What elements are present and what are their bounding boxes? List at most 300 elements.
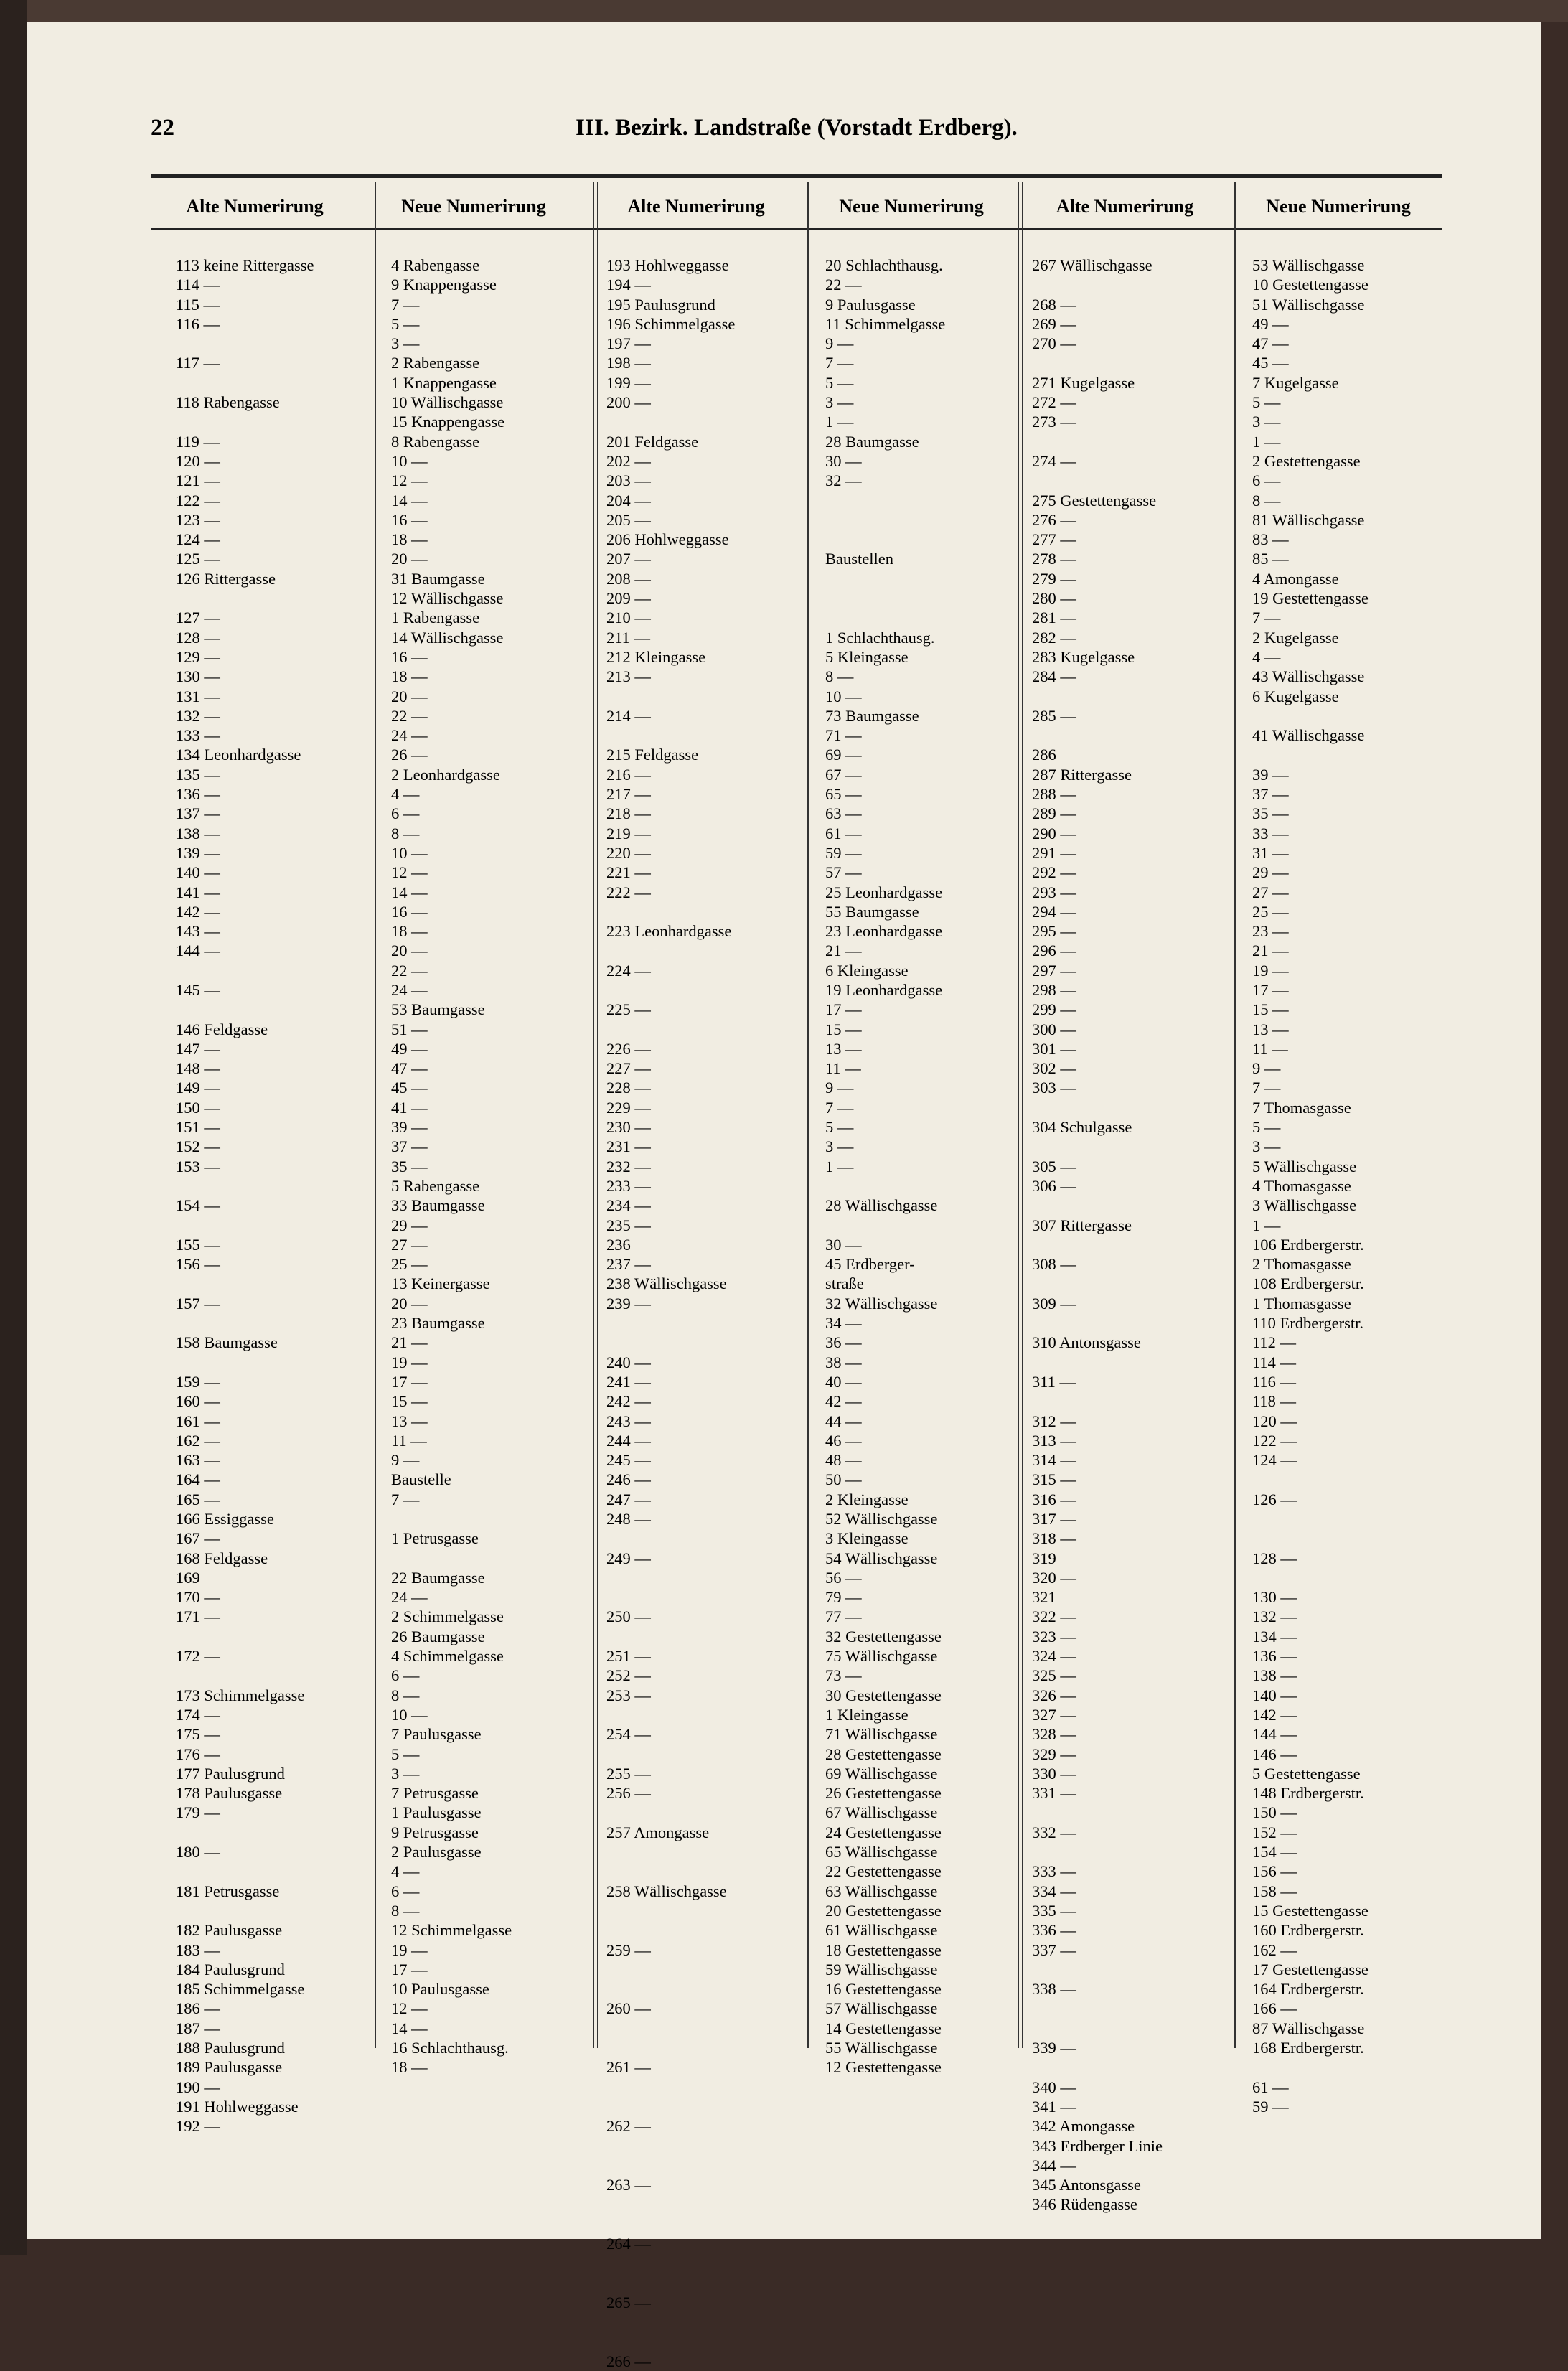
table-cell: 199 — <box>606 373 651 392</box>
table-cell: 3 Kleingasse <box>825 1529 909 1548</box>
table-cell <box>606 2312 735 2332</box>
table-cell: 42 — <box>825 1392 862 1411</box>
table-cell: 16 — <box>391 902 428 921</box>
table-cell: 194 — <box>606 276 651 294</box>
column-divider-double <box>1022 182 1023 2048</box>
table-cell <box>1252 1509 1369 1529</box>
table-cell: 237 — <box>606 1255 651 1274</box>
table-cell: 261 — <box>606 2058 651 2077</box>
table-cell: 45 — <box>1252 354 1289 372</box>
table-cell: 23 — <box>1252 922 1289 941</box>
table-cell: 122 — <box>1252 1431 1297 1450</box>
table-cell: 222 — <box>606 883 651 901</box>
table-cell: 1 — <box>825 413 854 431</box>
table-cell: 4 — <box>1252 647 1281 666</box>
table-cell <box>176 1000 314 1019</box>
table-cell <box>1032 275 1163 294</box>
table-cell: 302 — <box>1032 1059 1076 1078</box>
table-cell: 200 — <box>606 393 651 412</box>
table-cell: 1 Knappengasse <box>391 373 497 392</box>
table-cell: 337 — <box>1032 1940 1076 1959</box>
table-cell: 2 Paulusgasse <box>391 1843 482 1861</box>
table-cell: 11 — <box>825 1059 861 1078</box>
table-cell: 201 Feldgasse <box>606 432 699 451</box>
table-cell: 31 — <box>1252 843 1289 862</box>
table-cell: 43 Wällischgasse <box>1252 667 1365 686</box>
table-cell: 187 — <box>176 2019 220 2037</box>
table-cell: 7 — <box>391 295 420 314</box>
table-cell: 165 — <box>176 1490 220 1508</box>
table-cell: 183 — <box>176 1940 220 1959</box>
table-cell: 9 — <box>825 334 854 353</box>
table-cell <box>176 1861 314 1881</box>
table-cell <box>606 1529 735 1548</box>
table-cell: 6 — <box>391 804 420 823</box>
table-cell: 203 — <box>606 471 651 490</box>
table-cell <box>825 1176 945 1196</box>
table-cell: 303 — <box>1032 1079 1076 1097</box>
column-divider-double <box>597 182 598 2048</box>
table-cell: 122 — <box>176 491 220 510</box>
table-cell <box>606 2077 735 2097</box>
table-cell: 192 — <box>176 2117 220 2136</box>
table-cell <box>606 1745 735 1764</box>
table-cell: 21 — <box>825 942 862 960</box>
table-cell: 16 — <box>391 647 428 666</box>
table-cell: 249 — <box>606 1549 651 1567</box>
table-cell: 44 — <box>825 1412 862 1430</box>
table-cell <box>391 1509 512 1529</box>
page-number: 22 <box>151 115 174 141</box>
table-cell: Baustellen <box>825 550 893 568</box>
table-cell: 251 — <box>606 1647 651 1666</box>
table-cell: 225 — <box>606 1000 651 1019</box>
table-cell <box>606 2253 735 2273</box>
table-cell: 141 — <box>176 883 220 901</box>
table-cell: 322 — <box>1032 1607 1076 1626</box>
table-cell: 26 Gestettengasse <box>825 1784 942 1803</box>
table-cell: 254 — <box>606 1725 651 1744</box>
table-cell: 160 Erdbergerstr. <box>1252 1921 1364 1940</box>
table-cell: 317 — <box>1032 1510 1076 1528</box>
table-cell <box>606 941 735 960</box>
table-cell: 6 — <box>391 1882 420 1900</box>
table-cell <box>606 902 735 921</box>
table-cell: 8 — <box>391 1901 420 1920</box>
table-cell: 346 Rüdengasse <box>1032 2195 1137 2214</box>
table-cell: 129 — <box>176 647 220 666</box>
table-cell: 13 — <box>391 1412 428 1430</box>
table-cell: 7 Paulusgasse <box>391 1725 482 1744</box>
table-cell <box>1032 471 1163 490</box>
table-cell <box>1032 1999 1163 2018</box>
table-cell: 49 — <box>1252 314 1289 333</box>
table-cell: 8 — <box>391 824 420 842</box>
table-cell: 289 — <box>1032 804 1076 823</box>
table-cell: 7 — <box>825 1098 854 1117</box>
table-cell: 253 — <box>606 1686 651 1704</box>
table-cell: 188 Paulusgrund <box>176 2039 285 2057</box>
table-cell: 1 Schlachthausg. <box>825 628 935 647</box>
table-cell: 257 Amongasse <box>606 1823 710 1841</box>
table-cell: 291 — <box>1032 843 1076 862</box>
table-cell <box>606 2038 735 2057</box>
table-cell: 243 — <box>606 1412 651 1430</box>
table-cell: 5 — <box>391 314 420 333</box>
table-cell <box>825 491 945 510</box>
table-cell: 242 — <box>606 1392 651 1411</box>
table-cell: 1 — <box>1252 1216 1281 1234</box>
table-cell: 152 — <box>176 1137 220 1156</box>
table-cell: 2 Leonhardgasse <box>391 765 500 784</box>
table-cell: 56 — <box>825 1568 862 1587</box>
table-cell <box>176 1666 314 1685</box>
table-cell: 40 — <box>825 1372 862 1391</box>
table-cell <box>1032 1196 1163 1215</box>
table-cell: 228 — <box>606 1079 651 1097</box>
table-cell: 263 — <box>606 2176 651 2194</box>
table-cell: 37 — <box>391 1137 428 1156</box>
table-cell: 16 Gestettengasse <box>825 1980 942 1999</box>
table-cell: 297 — <box>1032 961 1076 980</box>
table-cell: 12 Gestettengasse <box>825 2058 942 2077</box>
table-cell: 106 Erdbergerstr. <box>1252 1235 1364 1254</box>
table-cell: 142 — <box>1252 1705 1297 1724</box>
table-cell: 220 — <box>606 843 651 862</box>
table-cell: 15 Knappengasse <box>391 413 505 431</box>
table-cell: 3 — <box>1252 413 1281 431</box>
table-cell <box>825 510 945 530</box>
table-cell: 146 Feldgasse <box>176 1020 268 1038</box>
table-cell: 18 — <box>391 530 428 549</box>
table-cell: 9 — <box>825 1079 854 1097</box>
table-cell: 35 — <box>391 1157 428 1175</box>
table-cell: 172 — <box>176 1647 220 1666</box>
table-cell: 6 Kugelgasse <box>1252 687 1339 705</box>
table-cell: 292 — <box>1032 863 1076 882</box>
table-cell: 333 — <box>1032 1862 1076 1881</box>
table-cell: 79 — <box>825 1588 862 1607</box>
table-cell: 138 — <box>176 824 220 842</box>
table-cell: 53 Baumgasse <box>391 1000 485 1019</box>
table-cell: 128 — <box>176 628 220 647</box>
table-cell <box>606 2194 735 2214</box>
table-cell: 309 — <box>1032 1294 1076 1313</box>
table-cell <box>176 588 314 608</box>
table-cell: 12 — <box>391 1999 428 2018</box>
table-cell: 181 Petrusgasse <box>176 1882 280 1900</box>
table-cell <box>1032 726 1163 745</box>
table-cell: 149 — <box>176 1079 220 1097</box>
table-cell: 156 — <box>176 1255 220 1274</box>
table-cell: 140 — <box>176 863 220 882</box>
table-cell: 126 — <box>1252 1490 1297 1508</box>
table-cell: 6 — <box>1252 471 1281 490</box>
table-cell: 55 Wällischgasse <box>825 2039 938 2057</box>
table-cell: 126 Rittergasse <box>176 569 276 588</box>
table-cell: 12 Schimmelgasse <box>391 1921 512 1940</box>
table-cell: 329 — <box>1032 1745 1076 1763</box>
table-cell <box>1032 1391 1163 1411</box>
table-cell: 37 — <box>1252 785 1289 804</box>
table-cell: straße <box>825 1274 864 1293</box>
table-cell: 14 — <box>391 2019 428 2037</box>
table-cell: 328 — <box>1032 1725 1076 1744</box>
table-cell: 160 — <box>176 1392 220 1411</box>
table-cell: 272 — <box>1032 393 1076 412</box>
table-cell <box>606 2097 735 2116</box>
table-cell: 5 — <box>825 1118 854 1137</box>
table-cell: 133 — <box>176 726 220 745</box>
table-cell <box>1252 745 1369 764</box>
table-cell <box>606 726 735 745</box>
table-cell: 51 — <box>391 1020 428 1038</box>
table-cell: 264 — <box>606 2234 651 2253</box>
table-cell: 17 — <box>825 1000 862 1019</box>
table-cell: 232 — <box>606 1157 651 1175</box>
table-cell: 132 — <box>1252 1607 1297 1626</box>
table-cell <box>825 588 945 608</box>
table-cell: 283 Kugelgasse <box>1032 647 1135 666</box>
table-cell: 33 Baumgasse <box>391 1196 485 1215</box>
table-cell: 173 Schimmelgasse <box>176 1686 305 1704</box>
table-cell: 8 — <box>825 667 854 686</box>
table-cell: 209 — <box>606 589 651 608</box>
table-cell: 25 — <box>1252 902 1289 921</box>
table-cell: 19 Leonhardgasse <box>825 980 943 999</box>
table-cell <box>1032 1235 1163 1254</box>
table-cell: 77 — <box>825 1607 862 1626</box>
table-cell: 16 Schlachthausg. <box>391 2039 509 2057</box>
table-cell: 334 — <box>1032 1882 1076 1900</box>
table-cell: 142 — <box>176 902 220 921</box>
table-cell: 124 — <box>1252 1451 1297 1470</box>
table-cell <box>606 2273 735 2293</box>
table-cell: 162 — <box>176 1431 220 1450</box>
table-cell: 110 Erdbergerstr. <box>1252 1314 1363 1333</box>
table-cell: 168 Feldgasse <box>176 1549 268 1567</box>
table-cell <box>1252 1529 1369 1548</box>
table-cell: 45 — <box>391 1079 428 1097</box>
table-cell <box>1032 1960 1163 1979</box>
table-cell <box>606 412 735 431</box>
table-cell: 148 — <box>176 1059 220 1078</box>
table-cell: 5 Gestettengasse <box>1252 1764 1361 1783</box>
table-cell: 45 Erdberger- <box>825 1255 915 1274</box>
table-cell: 17 Gestettengasse <box>1252 1960 1369 1978</box>
table-cell: 270 — <box>1032 334 1076 353</box>
table-cell: 17 — <box>391 1372 428 1391</box>
page-title: III. Bezirk. Landstraße (Vorstadt Erdberg). <box>576 115 1018 141</box>
table-cell <box>606 1705 735 1724</box>
table-cell: 230 — <box>606 1118 651 1137</box>
table-cell: 268 — <box>1032 295 1076 314</box>
table-cell: 323 — <box>1032 1627 1076 1645</box>
table-cell: 280 — <box>1032 589 1076 608</box>
table-cell: 2 Thomasgasse <box>1252 1255 1351 1274</box>
table-cell: 1 Paulusgasse <box>391 1803 482 1822</box>
table-cell: 144 — <box>176 942 220 960</box>
table-cell: 167 — <box>176 1529 220 1548</box>
table-cell: 10 — <box>391 1705 428 1724</box>
table-cell: 271 Kugelgasse <box>1032 373 1135 392</box>
table-cell: 178 Paulusgasse <box>176 1784 283 1803</box>
table-cell: 252 — <box>606 1666 651 1685</box>
table-cell: 67 — <box>825 765 862 784</box>
table-cell: 120 — <box>176 451 220 470</box>
table-cell: 279 — <box>1032 569 1076 588</box>
table-cell: 1 — <box>1252 432 1281 451</box>
table-cell: 274 — <box>1032 451 1076 470</box>
table-cell: 118 — <box>1252 1392 1297 1411</box>
table-cell: 22 — <box>391 961 428 980</box>
table-cell: 277 — <box>1032 530 1076 549</box>
table-cell: 15 — <box>391 1392 428 1411</box>
table-cell: 164 Erdbergerstr. <box>1252 1980 1364 1999</box>
table-cell: 301 — <box>1032 1039 1076 1058</box>
table-cell: 3 — <box>391 334 420 353</box>
table-cell <box>606 1627 735 1646</box>
table-cell: 273 — <box>1032 413 1076 431</box>
table-cell: 344 — <box>1032 2156 1076 2174</box>
table-cell: 18 — <box>391 667 428 686</box>
table-cell: 73 Baumgasse <box>825 706 919 725</box>
table-cell: 20 — <box>391 550 428 568</box>
table-cell: 138 — <box>1252 1666 1297 1685</box>
table-cell: 83 — <box>1252 530 1289 549</box>
table-cell: 59 Wällischgasse <box>825 1960 938 1978</box>
table-cell: 18 — <box>391 922 428 941</box>
table-cell: 314 — <box>1032 1451 1076 1470</box>
table-cell: 117 — <box>176 354 220 372</box>
table-cell: 114 — <box>1252 1353 1297 1371</box>
table-cell: 325 — <box>1032 1666 1076 1685</box>
table-cell: 338 — <box>1032 1980 1076 1999</box>
table-cell: 296 — <box>1032 942 1076 960</box>
table-cell: 12 Wällischgasse <box>391 589 504 608</box>
table-cell: 137 — <box>176 804 220 823</box>
table-cell: 24 — <box>391 1588 428 1607</box>
table-cell: 158 Baumgasse <box>176 1333 278 1352</box>
table-cell: 9 — <box>391 1451 420 1470</box>
table-cell <box>825 608 945 627</box>
table-cell: 267 Wällischgasse <box>1032 256 1152 274</box>
table-cell: 9 — <box>1252 1059 1281 1078</box>
column-divider <box>375 182 376 2048</box>
table-cell: 75 Wällischgasse <box>825 1647 938 1666</box>
table-cell: 115 — <box>176 295 220 314</box>
table-cell: 166 — <box>1252 1999 1297 2018</box>
table-cell: 174 — <box>176 1705 220 1724</box>
table-cell <box>1032 1274 1163 1293</box>
table-cell: 154 — <box>176 1196 220 1215</box>
table-cell: 182 Paulusgasse <box>176 1921 283 1940</box>
table-cell <box>176 1313 314 1333</box>
table-cell <box>606 2019 735 2038</box>
table-cell: 63 — <box>825 804 862 823</box>
table-cell: 179 — <box>176 1803 220 1822</box>
table-cell: 162 — <box>1252 1940 1297 1959</box>
table-cell: 17 — <box>391 1960 428 1978</box>
table-cell <box>176 1216 314 1235</box>
table-cell: 202 — <box>606 451 651 470</box>
table-cell: 22 Gestettengasse <box>825 1862 942 1881</box>
column-alte-1 <box>176 255 314 2136</box>
table-cell: 119 — <box>176 432 220 451</box>
table-cell: 125 — <box>176 550 220 568</box>
table-cell <box>176 1176 314 1196</box>
table-cell: 8 Rabengasse <box>391 432 480 451</box>
table-cell: 135 — <box>176 765 220 784</box>
table-cell: 197 — <box>606 334 651 353</box>
header-rule <box>151 174 1442 178</box>
table-cell: 170 — <box>176 1588 220 1607</box>
table-cell: 29 — <box>1252 863 1289 882</box>
table-cell <box>1032 1098 1163 1117</box>
table-cell: 321 <box>1032 1588 1056 1607</box>
table-cell: 28 Wällischgasse <box>825 1196 938 1215</box>
table-cell: 288 — <box>1032 785 1076 804</box>
table-cell: 190 — <box>176 2077 220 2096</box>
table-cell: 340 — <box>1032 2077 1076 2096</box>
table-cell: 20 — <box>391 942 428 960</box>
table-cell: 30 — <box>825 1235 862 1254</box>
header-bottom-rule <box>151 228 1442 230</box>
table-cell: 313 — <box>1032 1431 1076 1450</box>
table-cell: 308 — <box>1032 1255 1076 1274</box>
book-edge-top <box>0 0 1568 22</box>
table-cell: 136 — <box>176 785 220 804</box>
table-cell: 281 — <box>1032 609 1076 627</box>
table-cell: 24 — <box>391 980 428 999</box>
table-cell: 71 — <box>825 726 862 745</box>
table-cell: 50 — <box>825 1470 862 1489</box>
table-cell: 27 — <box>1252 883 1289 901</box>
table-cell: 4 — <box>391 1862 420 1881</box>
table-cell: 151 — <box>176 1118 220 1137</box>
table-cell: 189 Paulusgasse <box>176 2058 283 2077</box>
table-cell: 32 Gestettengasse <box>825 1627 942 1645</box>
table-cell: 221 — <box>606 863 651 882</box>
column-divider-double <box>1018 182 1019 2048</box>
table-cell <box>1032 1137 1163 1156</box>
table-cell: 168 Erdbergerstr. <box>1252 2039 1364 2057</box>
table-cell: 35 — <box>1252 804 1289 823</box>
table-cell: 175 — <box>176 1725 220 1744</box>
table-cell: 39 — <box>1252 765 1289 784</box>
table-cell <box>606 1901 735 1920</box>
table-cell: 17 — <box>1252 980 1289 999</box>
table-cell <box>1032 1313 1163 1333</box>
table-cell: 298 — <box>1032 980 1076 999</box>
table-cell: 38 — <box>825 1353 862 1371</box>
table-cell: 19 — <box>391 1940 428 1959</box>
table-cell: 1 Thomasgasse <box>1252 1294 1351 1313</box>
table-cell: 154 — <box>1252 1843 1297 1861</box>
table-cell: 10 — <box>825 687 862 705</box>
header-alte-2: Alte Numerirung <box>627 196 765 217</box>
table-cell: 5 Kleingasse <box>825 647 909 666</box>
table-cell: 240 — <box>606 1353 651 1371</box>
table-cell: 1 Kleingasse <box>825 1705 909 1724</box>
table-cell: 18 — <box>391 2058 428 2077</box>
table-cell: 219 — <box>606 824 651 842</box>
table-cell: 4 Thomasgasse <box>1252 1176 1351 1195</box>
table-cell: 144 — <box>1252 1725 1297 1744</box>
table-cell: 3 — <box>391 1764 420 1783</box>
table-cell: 81 Wällischgasse <box>1252 510 1365 529</box>
table-cell <box>176 1274 314 1293</box>
